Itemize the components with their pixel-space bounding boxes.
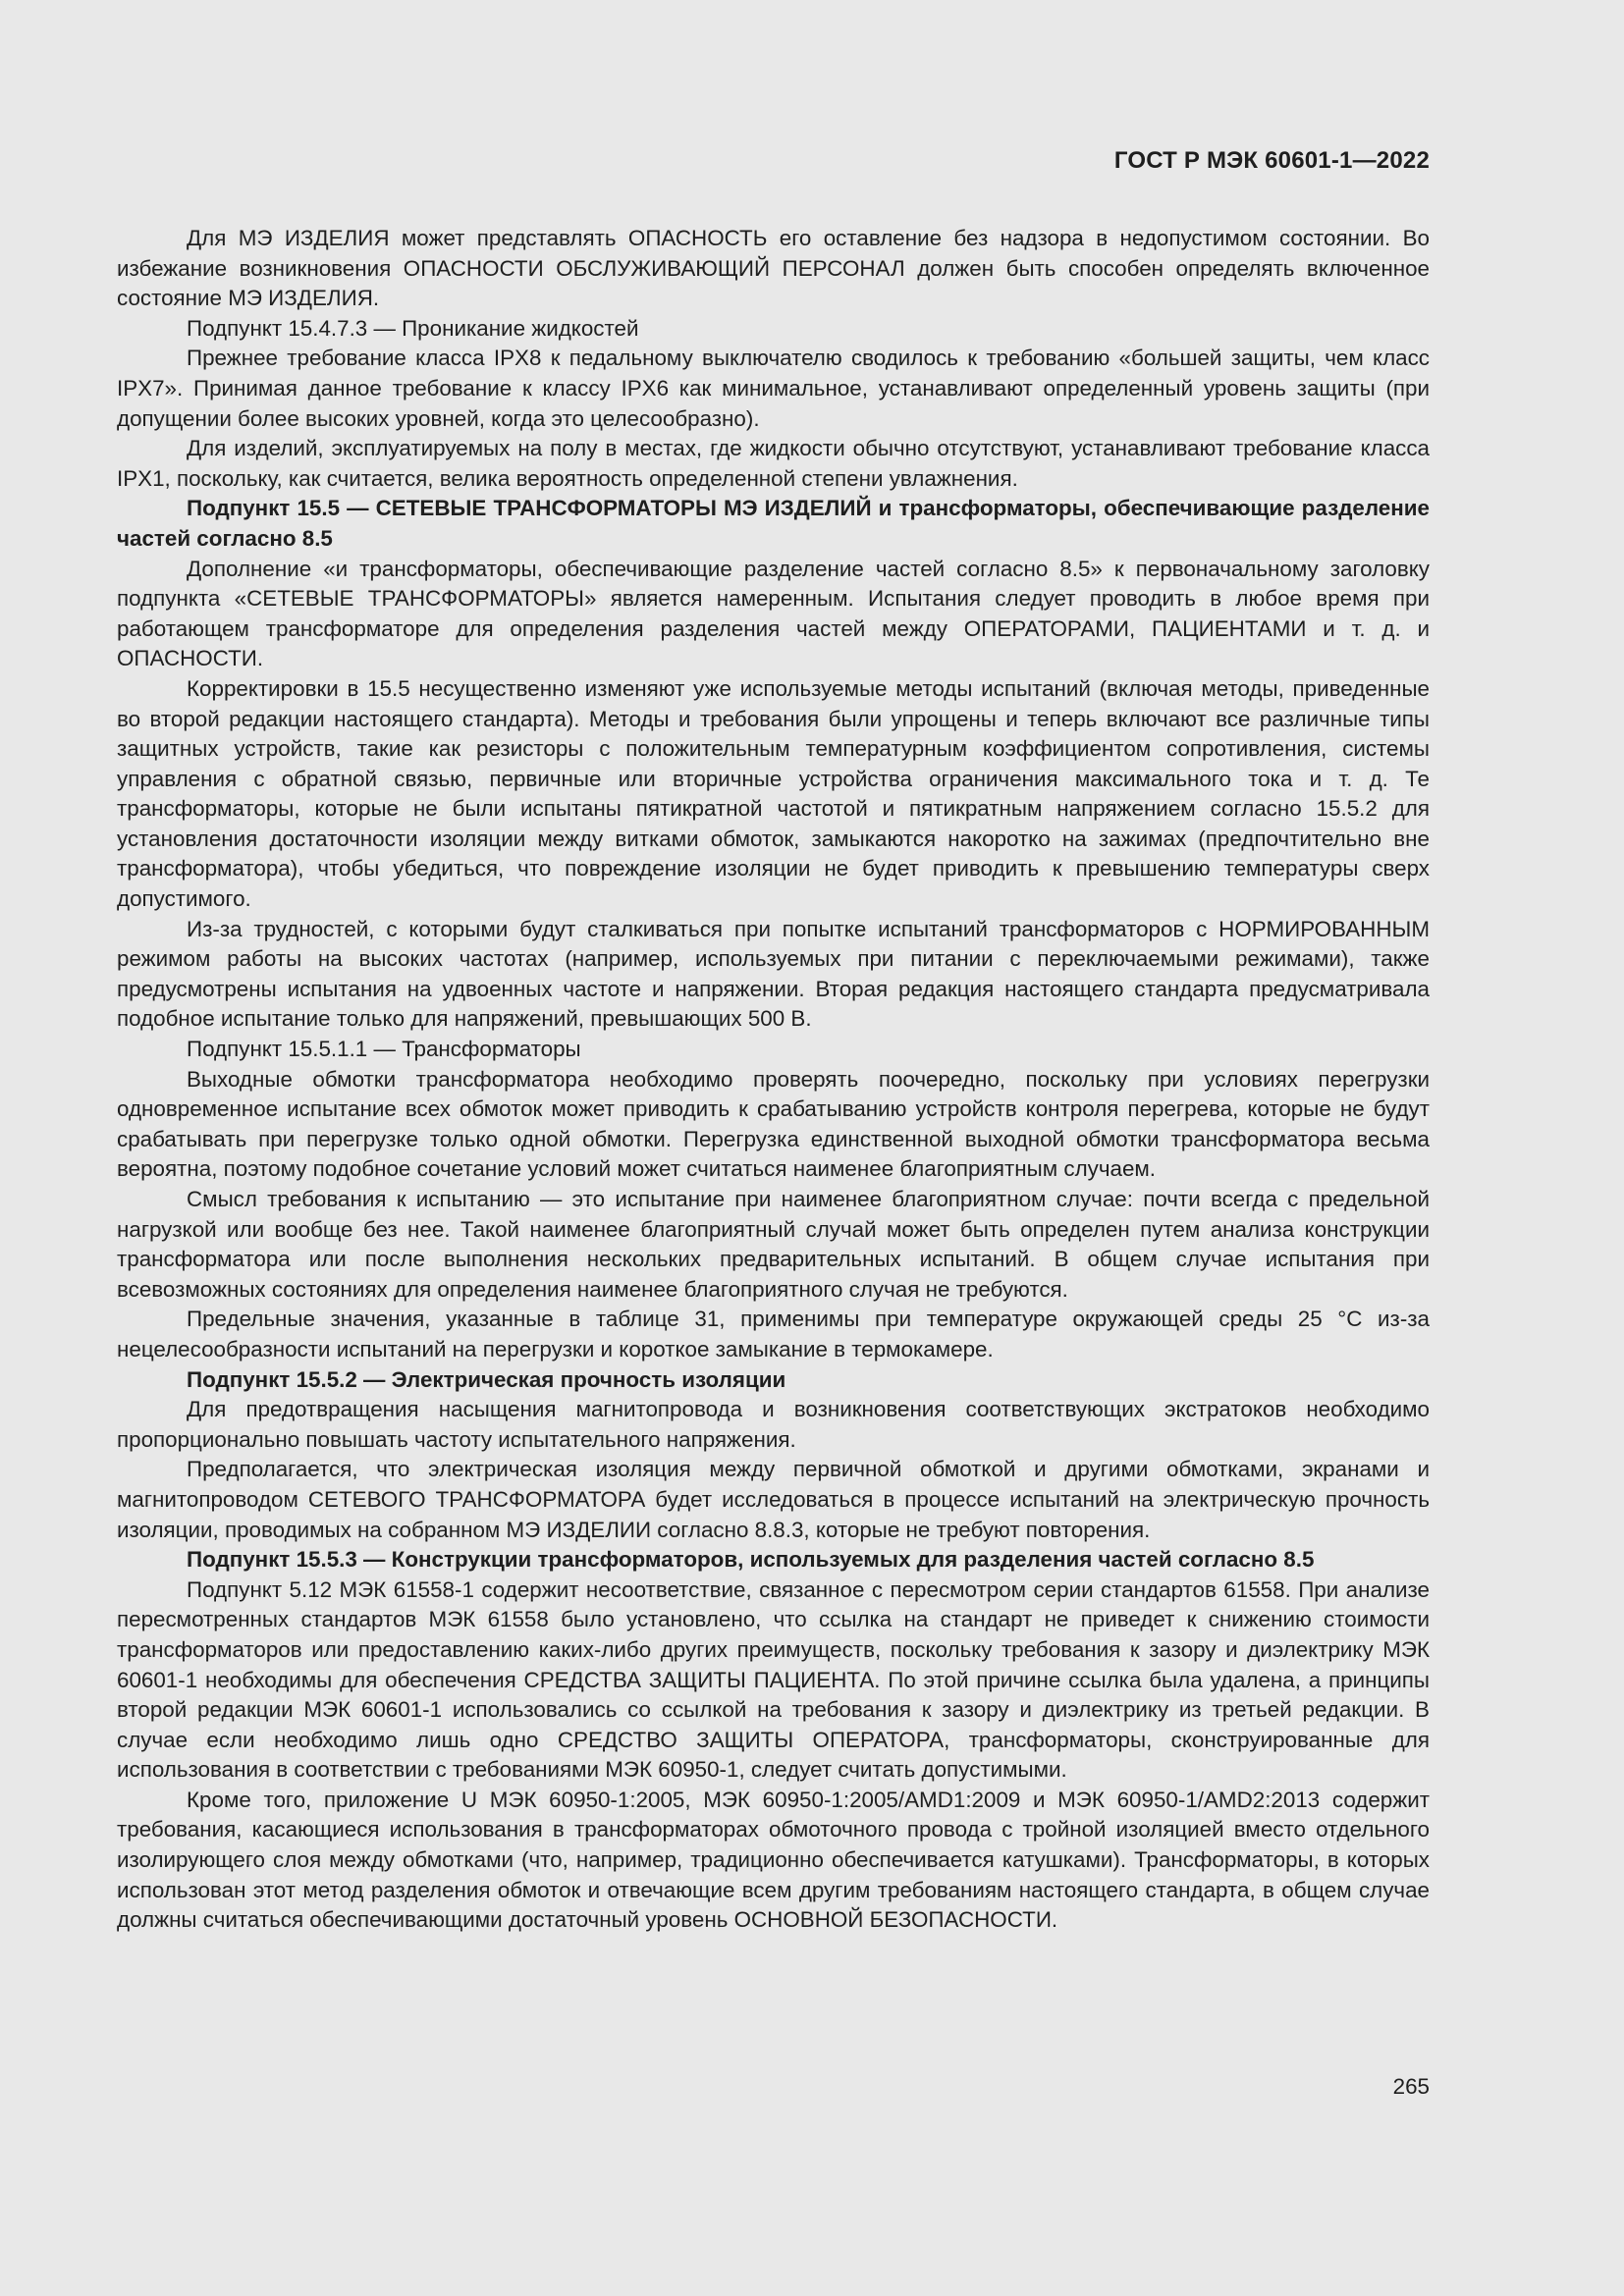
subclause-heading-15-4-7-3: Подпункт 15.4.7.3 — Проникание жидкостей	[187, 315, 639, 341]
paragraph-output-windings: Выходные обмотки трансформатора необходимо проверять поочередно, поскольку при условиях перегрузки одновременное испытание всех обмоток может приводить к срабатыванию устройств контроля перегрева, которые не будут срабатывать при перегрузке только одной обмотки. Перегрузка единственной выходной обмотки трансформатора весьма вероятна, поэтому подобное сочетание условий может считаться наименее благоприятным случаем.	[117, 1066, 1430, 1182]
paragraph-15-5-corrections: Корректировки в 15.5 несущественно изменяют уже используемые методы испытаний (включая методы, приведенные во второй редакции настоящего стандарта). Методы и требования были упрощены и теперь включают все различные типы защитных устройств, такие как резисторы с положительным температурным коэффициентом сопротивления, системы управления с обратной связью, первичные или вторичные устройства ограничения максимального тока и т. д. Те трансформаторы, которые не были испытаны пятикратной частотой и пятикратным напряжением согласно 15.5.2 для установления достаточности изоляции между витками обмоток, замыкаются накоротко на зажимах (предпочтительно вне трансформатора), чтобы убедиться, что повреждение изоляции не будет приводить к превышению температуры сверх допустимого.	[117, 675, 1430, 912]
subclause-heading-15-5-3: Подпункт 15.5.3 — Конструкции трансформаторов, используемых для разделения частей согласно 8.5	[187, 1547, 1315, 1573]
document-body	[117, 224, 1430, 1936]
paragraph-ipx1-requirement: Для изделий, эксплуатируемых на полу в местах, где жидкости обычно отсутствуют, устанавливают требование класса IPX1, поскольку, как считается, велика вероятность определенной степени увлажнения.	[117, 436, 1430, 491]
standard-header: ГОСТ Р МЭК 60601-1—2022	[1113, 147, 1430, 174]
paragraph-unattended-hazard: Для МЭ ИЗДЕЛИЯ может представлять ОПАСНОСТЬ его оставление без надзора в недопустимом состоянии. Во избежание возникновения ОПАСНОСТИ ОБСЛУЖИВАЮЩИЙ ПЕРСОНАЛ должен быть способен определять включенное состояние МЭ ИЗДЕЛИЯ.	[117, 226, 1430, 311]
paragraph-triple-insulated-wire: Кроме того, приложение U МЭК 60950-1:2005, МЭК 60950-1:2005/AMD1:2009 и МЭК 60950-1/AMD2:2013 содержит требования, касающиеся использования в трансформаторах обмоточного провода с тройной изоляцией вместо отдельного изолирующего слоя между обмотками (что, например, традиционно обеспечивается катушками). Трансформаторы, в которых использован этот метод разделения обмоток и отвечающие всем другим требованиям настоящего стандарта, в общем случае должны считаться обеспечивающими достаточный уровень ОСНОВНОЙ БЕЗОПАСНОСТИ.	[117, 1787, 1430, 1933]
page-number: 265	[1392, 2074, 1430, 2099]
paragraph-insulation-assumption: Предполагается, что электрическая изоляция между первичной обмоткой и другими обмотками, экранами и магнитопроводом СЕТЕВОГО ТРАНСФОРМАТОРА будет исследоваться в процессе испытаний на электрическую прочность изоляции, проводимых на собранном МЭ ИЗДЕЛИИ согласно 8.8.3, которые не требуют повторения.	[117, 1457, 1430, 1542]
paragraph-worst-case-test: Смысл требования к испытанию — это испытание при наименее благоприятном случае: почти всегда с предельной нагрузкой или вообще без нее. Такой наименее благоприятный случай может быть определен путем анализа конструкции трансформатора или после выполнения нескольких предварительных испытаний. В общем случае испытания при всевозможных состояниях для определения наименее благоприятного случая не требуются.	[117, 1187, 1430, 1302]
paragraph-table-31-limits: Предельные значения, указанные в таблице 31, применимы при температуре окружающей среды 25 °С из-за нецелесообразности испытаний на перегрузки и короткое замыкание в термокамере.	[117, 1307, 1430, 1362]
paragraph-iec-61558-reference: Подпункт 5.12 МЭК 61558-1 содержит несоответствие, связанное с пересмотром серии стандартов 61558. При анализе пересмотренных стандартов МЭК 61558 было установлено, что ссылка на стандарт не приведет к снижению стоимости трансформаторов или предоставлению каких-либо других преимуществ, поскольку требования к зазору и диэлектрику МЭК 60601-1 необходимы для обеспечения СРЕДСТВА ЗАЩИТЫ ПАЦИЕНТА. По этой причине ссылка была удалена, а принципы второй редакции МЭК 60601-1 использовались со ссылкой на требования к зазору и диэлектрику из третьей редакции. В случае если необходимо лишь одно СРЕДСТВО ЗАЩИТЫ ОПЕРАТОРА, трансформаторы, сконструированные для использования в соответствии с требованиями МЭК 60950-1, следует считать допустимыми.	[117, 1576, 1430, 1783]
subclause-heading-15-5: Подпункт 15.5 — СЕТЕВЫЕ ТРАНСФОРМАТОРЫ МЭ ИЗДЕЛИЙ и трансформаторы, обеспечивающие разделение частей согласно 8.5	[117, 496, 1430, 551]
paragraph-high-frequency-tests: Из-за трудностей, с которыми будут сталкиваться при попытке испытаний трансформаторов с НОРМИРОВАННЫМ режимом работы на высоких частотах (например, используемых при питании с переключаемыми режимами), также предусмотрены испытания на удвоенных частоте и напряжении. Вторая редакция настоящего стандарта предусматривала подобное испытание только для напряжений, превышающих 500 В.	[117, 916, 1430, 1032]
subclause-heading-15-5-1-1: Подпункт 15.5.1.1 — Трансформаторы	[187, 1037, 581, 1062]
paragraph-saturation-prevention: Для предотвращения насыщения магнитопровода и возникновения соответствующих экстратоков необходимо пропорционально повышать частоту испытательного напряжения.	[117, 1397, 1430, 1452]
paragraph-ipx8-requirement: Прежнее требование класса IPX8 к педальному выключателю сводилось к требованию «большей защиты, чем класс IPX7». Принимая данное требование к классу IPX6 как минимальное, устанавливают определенный уровень защиты (при допущении более высоких уровней, когда это целесообразно).	[117, 346, 1430, 431]
subclause-heading-15-5-2: Подпункт 15.5.2 — Электрическая прочность изоляции	[187, 1366, 786, 1392]
paragraph-15-5-addition: Дополнение «и трансформаторы, обеспечивающие разделение частей согласно 8.5» к первоначальному заголовку подпункта «СЕТЕВЫЕ ТРАНСФОРМАТОРЫ» является намеренным. Испытания следует проводить в любое время при работающем трансформаторе для определения разделения частей между ОПЕРАТОРАМИ, ПАЦИЕНТАМИ и т. д. и ОПАСНОСТИ.	[117, 556, 1430, 671]
